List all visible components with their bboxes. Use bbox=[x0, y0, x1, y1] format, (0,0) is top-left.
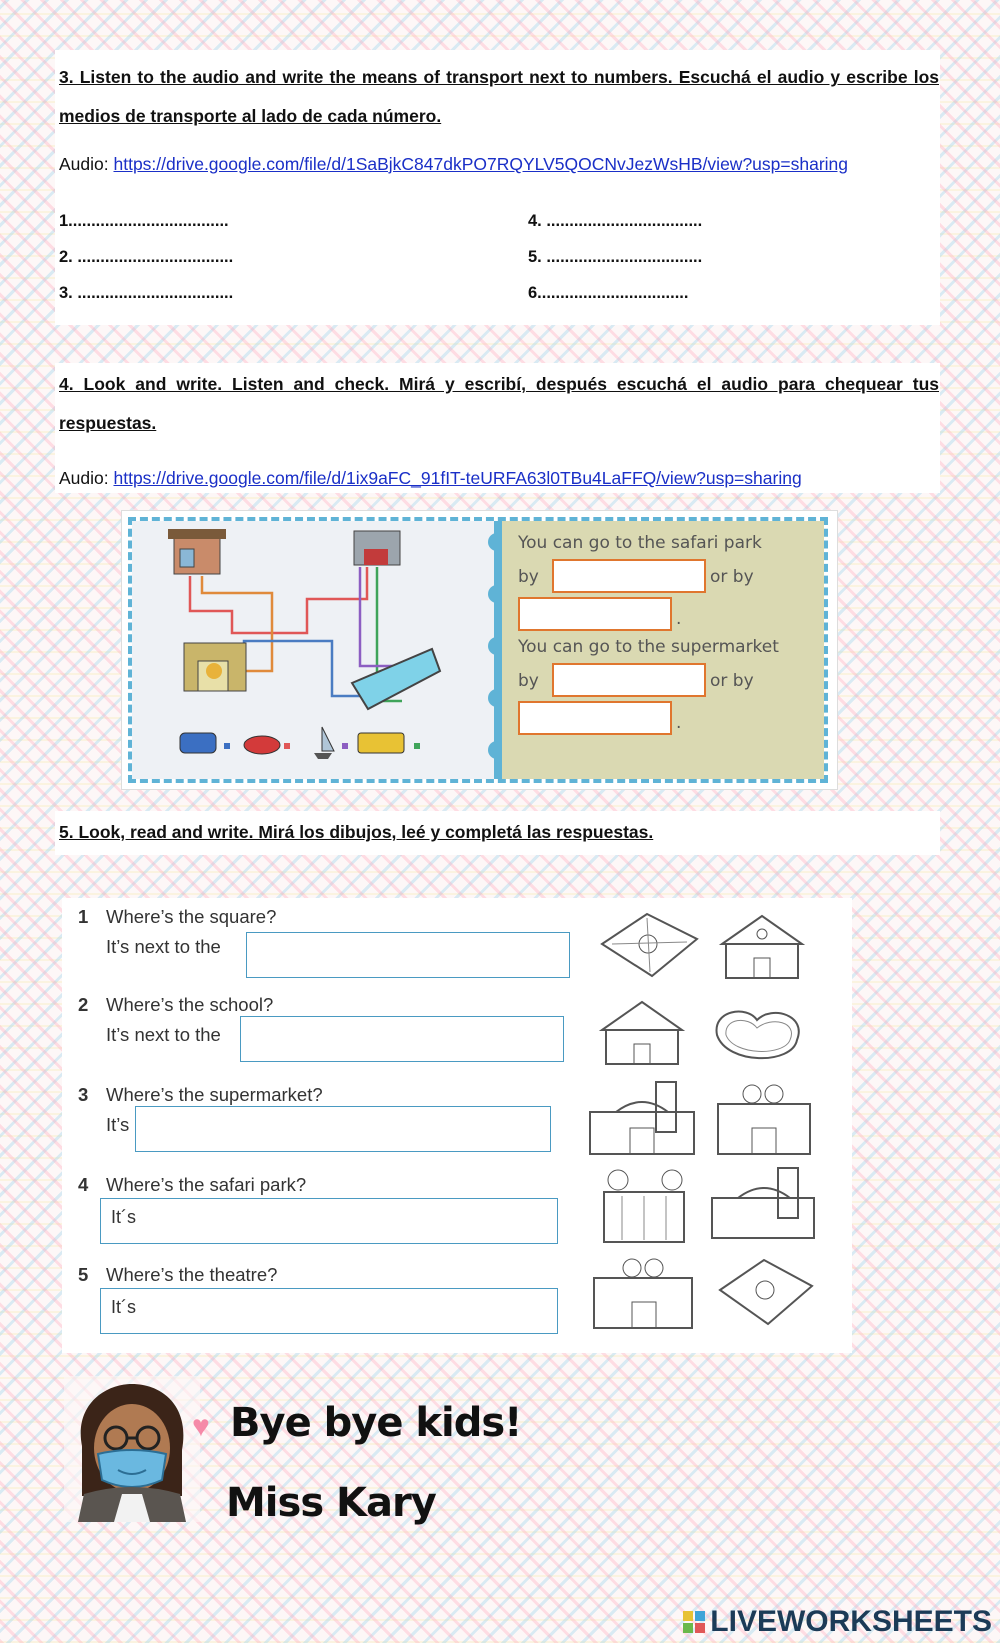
section3-audio bbox=[59, 154, 848, 175]
answer-box-safari-2[interactable] bbox=[518, 597, 672, 631]
sentence-line2: You can go to the supermarket bbox=[518, 637, 779, 657]
blank-6[interactable]: 6................................. bbox=[528, 284, 689, 302]
theatre-drawing bbox=[588, 1248, 698, 1334]
route-map bbox=[132, 521, 498, 779]
question-number: 2 bbox=[78, 994, 89, 1015]
period: . bbox=[676, 713, 682, 733]
liveworksheets-logo-icon bbox=[683, 1609, 707, 1635]
heart-icon: ♥ bbox=[192, 1410, 210, 1443]
audio-link[interactable]: https://drive.google.com/file/d/1ix9aFC_91fIT-teURFA63l0TBu4LaFFQ/view?usp=sharing bbox=[113, 468, 802, 488]
answer-box-supermarket-1[interactable] bbox=[552, 663, 706, 697]
answer-prefix: It´s bbox=[111, 1297, 136, 1317]
question-text: Where’s the safari park? bbox=[106, 1174, 307, 1195]
blank-2[interactable]: 2. .................................. bbox=[59, 248, 234, 266]
question-text: Where’s the school? bbox=[106, 994, 274, 1015]
or-by-label: or by bbox=[710, 567, 754, 587]
sentence-page bbox=[502, 521, 824, 779]
question-text: Where’s the theatre? bbox=[106, 1264, 278, 1285]
school-drawing bbox=[712, 904, 812, 986]
signature-line1: Bye bye kids! bbox=[230, 1400, 522, 1446]
safari-park-drawing bbox=[592, 1162, 696, 1250]
route-map-drawing bbox=[132, 521, 498, 779]
audio-label: Audio: bbox=[59, 468, 114, 488]
liveworksheets-logo[interactable] bbox=[683, 1605, 992, 1639]
answer-box-4[interactable] bbox=[100, 1198, 558, 1244]
section3-panel bbox=[55, 50, 940, 325]
audio-label: Audio: bbox=[59, 154, 114, 174]
section5-panel bbox=[55, 811, 940, 855]
period: . bbox=[676, 609, 682, 629]
blank-4[interactable]: 4. .................................. bbox=[528, 212, 703, 230]
section4-heading: 4. Look and write. Listen and check. Mirá y escribí, después escuchá el audio para chequear tus respuestas. bbox=[59, 374, 939, 433]
map-exercise-image bbox=[122, 511, 837, 789]
square-drawing bbox=[592, 904, 702, 986]
question-text: Where’s the supermarket? bbox=[106, 1084, 323, 1105]
answer-box-supermarket-2[interactable] bbox=[518, 701, 672, 735]
question-exercise bbox=[62, 898, 852, 1353]
answer-prefix: It’s bbox=[106, 1114, 130, 1135]
theatre-drawing bbox=[712, 1074, 816, 1160]
school-drawing bbox=[592, 990, 692, 1072]
supermarket-drawing bbox=[708, 1160, 818, 1246]
by-label: by bbox=[518, 567, 539, 587]
teacher-avatar bbox=[64, 1376, 200, 1522]
answer-box-2[interactable] bbox=[240, 1016, 564, 1062]
pool-drawing bbox=[702, 990, 812, 1072]
square-drawing bbox=[712, 1248, 816, 1334]
answer-box-3[interactable] bbox=[135, 1106, 551, 1152]
map-exercise-frame bbox=[128, 517, 828, 783]
audio-link[interactable]: https://drive.google.com/file/d/1SaBjkC847dkPO7RQYLV5QOCNvJezWsHB/view?usp=sharing bbox=[113, 154, 849, 174]
answer-box-1[interactable] bbox=[246, 932, 570, 978]
section5-heading: 5. Look, read and write. Mirá los dibujos, leé y completá las respuestas. bbox=[59, 822, 654, 842]
supermarket-drawing bbox=[586, 1074, 698, 1160]
section4-panel bbox=[55, 363, 940, 493]
question-number: 3 bbox=[78, 1084, 89, 1105]
section4-audio bbox=[59, 468, 802, 489]
question-number: 1 bbox=[78, 906, 89, 927]
question-text: Where’s the square? bbox=[106, 906, 277, 927]
question-number: 5 bbox=[78, 1264, 89, 1285]
blank-3[interactable]: 3. .................................. bbox=[59, 284, 234, 302]
blank-1[interactable]: 1................................... bbox=[59, 212, 229, 230]
answer-box-safari-1[interactable] bbox=[552, 559, 706, 593]
by-label: by bbox=[518, 671, 539, 691]
section3-heading: 3. Listen to the audio and write the means of transport next to numbers. Escuchá el audio y escribe los medios de transporte al lado de cada número. bbox=[59, 67, 939, 126]
sentence-line1: You can go to the safari park bbox=[518, 533, 762, 553]
answer-prefix: It´s bbox=[111, 1207, 136, 1227]
answer-prefix: It’s next to the bbox=[106, 936, 221, 957]
question-number: 4 bbox=[78, 1174, 89, 1195]
answer-prefix: It’s next to the bbox=[106, 1024, 221, 1045]
blank-5[interactable]: 5. .................................. bbox=[528, 248, 703, 266]
answer-box-5[interactable] bbox=[100, 1288, 558, 1334]
footer-brand: LIVEWORKSHEETS bbox=[710, 1605, 992, 1638]
signature-line2: Miss Kary bbox=[226, 1480, 436, 1526]
or-by-label: or by bbox=[710, 671, 754, 691]
